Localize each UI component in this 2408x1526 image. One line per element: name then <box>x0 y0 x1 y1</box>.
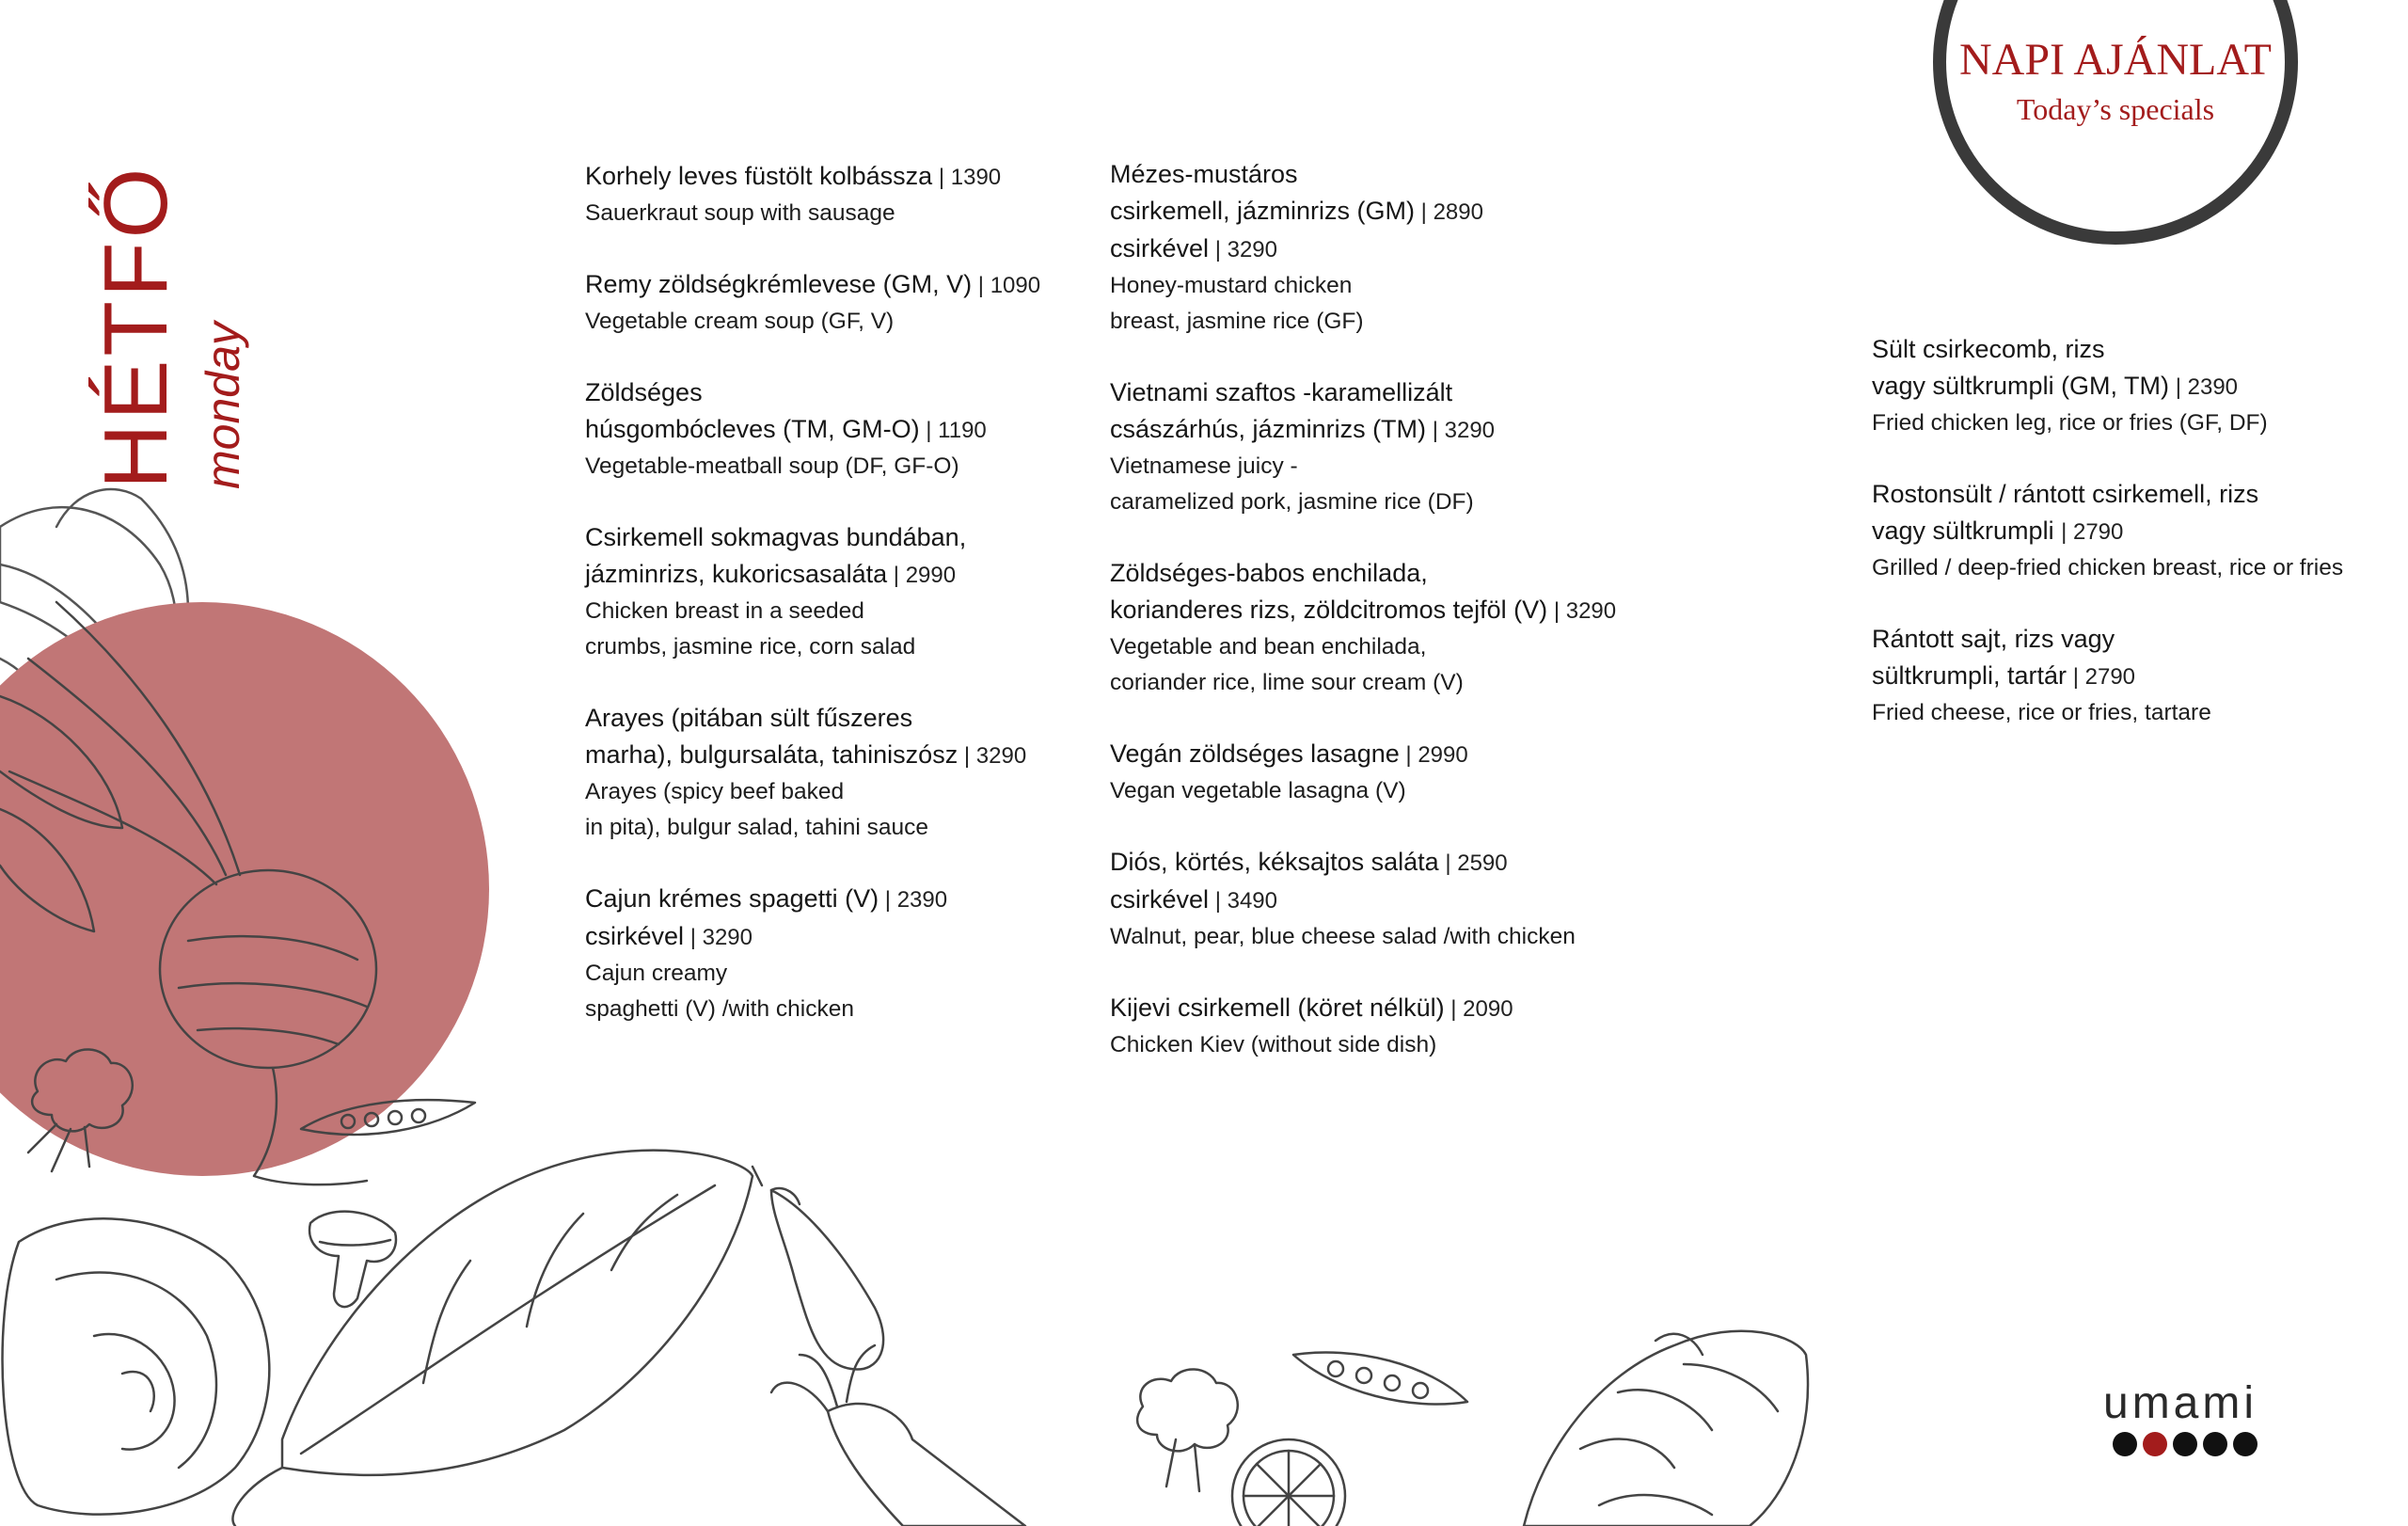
dish-price: 1190 <box>938 418 987 443</box>
logo-dot <box>2173 1432 2197 1456</box>
dish-name: sültkrumpli, tartár <box>1872 661 2067 690</box>
dish-description: Fried chicken leg, rice or fries (GF, DF) <box>1872 410 2268 436</box>
logo-dot <box>2113 1432 2137 1456</box>
price-separator: | <box>1547 598 1566 624</box>
dish-name: jázminrizs, kukoricsasaláta <box>585 560 888 588</box>
dish-name: Diós, körtés, kéksajtos saláta <box>1110 848 1439 876</box>
dish-price: 3290 <box>1444 418 1496 443</box>
logo-text: umami <box>2103 1378 2258 1428</box>
specials-title: NAPI AJÁNLAT <box>1958 35 2272 85</box>
specials-badge <box>1931 0 2300 239</box>
menu-item <box>1110 374 1674 520</box>
dish-price: 2990 <box>1418 742 1468 768</box>
dish-name-line <box>585 881 1074 918</box>
dish-price: 2390 <box>896 887 948 913</box>
price-separator: | <box>1209 237 1228 262</box>
menu-item <box>1872 331 2399 441</box>
dish-price: 3290 <box>975 743 1027 769</box>
dish-description: caramelized pork, jasmine rice (DF) <box>1110 489 1474 515</box>
price-separator: | <box>958 743 976 769</box>
logo-dot-red <box>2143 1432 2167 1456</box>
dish-name-line <box>1872 621 2399 658</box>
dish-name: Mézes-mustáros <box>1110 160 1298 188</box>
menu-item <box>1872 476 2399 586</box>
dish-name: csirkével <box>585 922 685 950</box>
menu-item <box>585 700 1074 846</box>
day-heading <box>86 132 259 489</box>
dish-price: 1390 <box>950 165 1002 190</box>
menu-item <box>1110 156 1674 340</box>
dish-name: csirkével <box>1110 885 1210 914</box>
menu-item <box>585 158 1074 231</box>
dish-name-line <box>1110 156 1674 193</box>
dish-name: Korhely leves füstölt kolbássza <box>585 162 933 190</box>
dish-price: 1090 <box>990 273 1041 298</box>
price-separator: | <box>1444 996 1464 1022</box>
dish-name: Zöldséges-babos enchilada, <box>1110 559 1428 587</box>
dish-name: Kijevi csirkemell (köret nélkül) <box>1110 993 1445 1022</box>
pea-pod-icon <box>1293 1352 1467 1404</box>
specials-subtitle: Today’s specials <box>2016 92 2215 126</box>
dish-name-line <box>585 556 1074 594</box>
price-separator: | <box>887 563 906 588</box>
broccoli-icon <box>1137 1369 1238 1451</box>
price-separator: | <box>2061 519 2073 545</box>
dish-description: Honey-mustard chicken <box>1110 273 1353 298</box>
menu-item <box>585 266 1074 340</box>
dish-name-line <box>585 374 1074 411</box>
dish-description: coriander rice, lime sour cream (V) <box>1110 670 1464 695</box>
logo-dot <box>2203 1432 2227 1456</box>
menu-item <box>585 374 1074 485</box>
price-separator: | <box>932 165 951 190</box>
dish-name: császárhús, jázminrizs (TM) <box>1110 415 1427 443</box>
dish-name-line <box>585 700 1074 737</box>
menu-item <box>1110 844 1674 955</box>
menu-item <box>585 519 1074 665</box>
dish-name-line <box>1110 592 1674 629</box>
dish-name-line <box>1110 736 1674 773</box>
dish-name-line <box>1872 331 2399 368</box>
dish-description: Chicken Kiev (without side dish) <box>1110 1032 1437 1057</box>
dish-name-line <box>585 158 1074 196</box>
dish-name: Vietnami szaftos -karamellizált <box>1110 378 1453 406</box>
dish-price: 3290 <box>702 925 752 950</box>
dish-name: Vegán zöldséges lasagne <box>1110 739 1400 768</box>
price-separator: | <box>972 273 990 298</box>
menu-item <box>1872 621 2399 731</box>
dish-name-line <box>1110 193 1674 230</box>
dish-name-line <box>585 737 1074 774</box>
dish-description: spaghetti (V) /with chicken <box>585 996 854 1022</box>
price-separator: | <box>1209 888 1228 914</box>
dish-description: Vegetable cream soup (GF, V) <box>585 309 895 334</box>
dish-price: 2890 <box>1433 199 1483 225</box>
dish-description: Fried cheese, rice or fries, tartare <box>1872 700 2211 725</box>
dish-name-line <box>1872 513 2399 550</box>
umami-logo <box>2103 1378 2310 1458</box>
price-separator: | <box>919 418 939 443</box>
dish-name-line <box>1110 882 1674 919</box>
dish-description: Sauerkraut soup with sausage <box>585 200 895 226</box>
dish-name-line <box>1110 555 1674 592</box>
red-circle-decoration <box>0 602 489 1176</box>
dish-description: Vegetable-meatball soup (DF, GF-O) <box>585 453 959 479</box>
dish-description: breast, jasmine rice (GF) <box>1110 309 1364 334</box>
dish-name: vagy sültkrumpli <box>1872 517 2062 545</box>
dish-price: 2390 <box>2187 374 2239 400</box>
artichoke-icon <box>3 1218 270 1514</box>
dish-name: vagy sültkrumpli (GM, TM) <box>1872 372 2170 400</box>
price-separator: | <box>1399 742 1418 768</box>
dish-name: Remy zöldségkrémlevese (GM, V) <box>585 270 973 298</box>
dish-price: 2590 <box>1457 850 1508 876</box>
mushroom-icon <box>309 1212 396 1307</box>
dish-name-line <box>1110 411 1674 449</box>
dish-name-line <box>1872 368 2399 405</box>
dish-name: csirkével <box>1110 234 1210 262</box>
dish-description: Arayes (spicy beef baked <box>585 779 845 804</box>
dish-name-line <box>1110 844 1674 882</box>
dish-name-line <box>585 519 1074 556</box>
dish-name-line <box>585 411 1074 449</box>
dish-name: Csirkemell sokmagvas bundában, <box>585 523 967 551</box>
dish-description: Vegetable and bean enchilada, <box>1110 634 1427 660</box>
menu-column-3 <box>1872 331 2399 766</box>
logo-dots <box>2113 1432 2263 1460</box>
dish-price: 3290 <box>1227 237 1277 262</box>
dish-price: 3290 <box>1565 598 1617 624</box>
dish-description: Walnut, pear, blue cheese salad /with chicken <box>1110 924 1576 949</box>
dish-description: Vegan vegetable lasagna (V) <box>1110 778 1406 803</box>
dish-description: Grilled / deep-fried chicken breast, rice or fries <box>1872 555 2344 580</box>
dish-description: Vietnamese juicy - <box>1110 453 1298 479</box>
menu-item <box>1110 990 1674 1063</box>
dish-name: Rostonsült / rántott csirkemell, rizs <box>1872 480 2259 508</box>
carrot-icon <box>828 1404 1025 1526</box>
dish-name-line <box>1110 374 1674 411</box>
dish-description: in pita), bulgur salad, tahini sauce <box>585 815 928 840</box>
dish-price: 2990 <box>905 563 957 588</box>
dish-price: 2790 <box>2084 664 2136 690</box>
dish-name-line <box>1110 990 1674 1027</box>
dish-name-line <box>1110 230 1674 268</box>
dish-name-line <box>585 266 1074 304</box>
dish-name: Zöldséges <box>585 378 703 406</box>
dish-name-line <box>1872 658 2399 695</box>
dish-name: marha), bulgursaláta, tahiniszósz <box>585 740 958 769</box>
dish-name: Sült csirkecomb, rizs <box>1872 335 2105 363</box>
dish-description: Cajun creamy <box>585 961 728 986</box>
price-separator: | <box>1438 850 1458 876</box>
price-separator: | <box>879 887 897 913</box>
menu-item <box>1110 555 1674 701</box>
price-separator: | <box>1415 199 1434 225</box>
dish-name-line <box>585 918 1074 956</box>
dish-name: csirkemell, jázminrizs (GM) <box>1110 197 1415 225</box>
dish-name: Cajun krémes spagetti (V) <box>585 884 879 913</box>
price-separator: | <box>1426 418 1445 443</box>
price-separator: | <box>684 925 703 950</box>
dish-description: Chicken breast in a seeded <box>585 598 864 624</box>
menu-column-1 <box>585 158 1074 1062</box>
dish-price: 3490 <box>1227 888 1277 914</box>
dish-price: 2790 <box>2072 519 2124 545</box>
menu-column-2 <box>1110 156 1674 1098</box>
menu-item <box>585 881 1074 1027</box>
dish-name: korianderes rizs, zöldcitromos tejföl (V) <box>1110 596 1548 624</box>
dish-name-line <box>1872 476 2399 513</box>
dish-price: 2090 <box>1463 996 1513 1022</box>
price-separator: | <box>2169 374 2188 400</box>
price-separator: | <box>2067 664 2085 690</box>
menu-item <box>1110 736 1674 809</box>
cabbage-leaf-icon <box>282 1151 752 1475</box>
logo-dot <box>2233 1432 2258 1456</box>
dish-name: húsgombócleves (TM, GM-O) <box>585 415 920 443</box>
day-title-hungarian: HÉTFŐ <box>86 164 186 489</box>
dish-name: Arayes (pitában sült fűszeres <box>585 704 913 732</box>
day-title-english: monday <box>197 322 249 489</box>
eggplant-icon <box>771 1190 883 1370</box>
dish-description: crumbs, jasmine rice, corn salad <box>585 634 916 660</box>
dish-name: Rántott sajt, rizs vagy <box>1872 625 2115 653</box>
